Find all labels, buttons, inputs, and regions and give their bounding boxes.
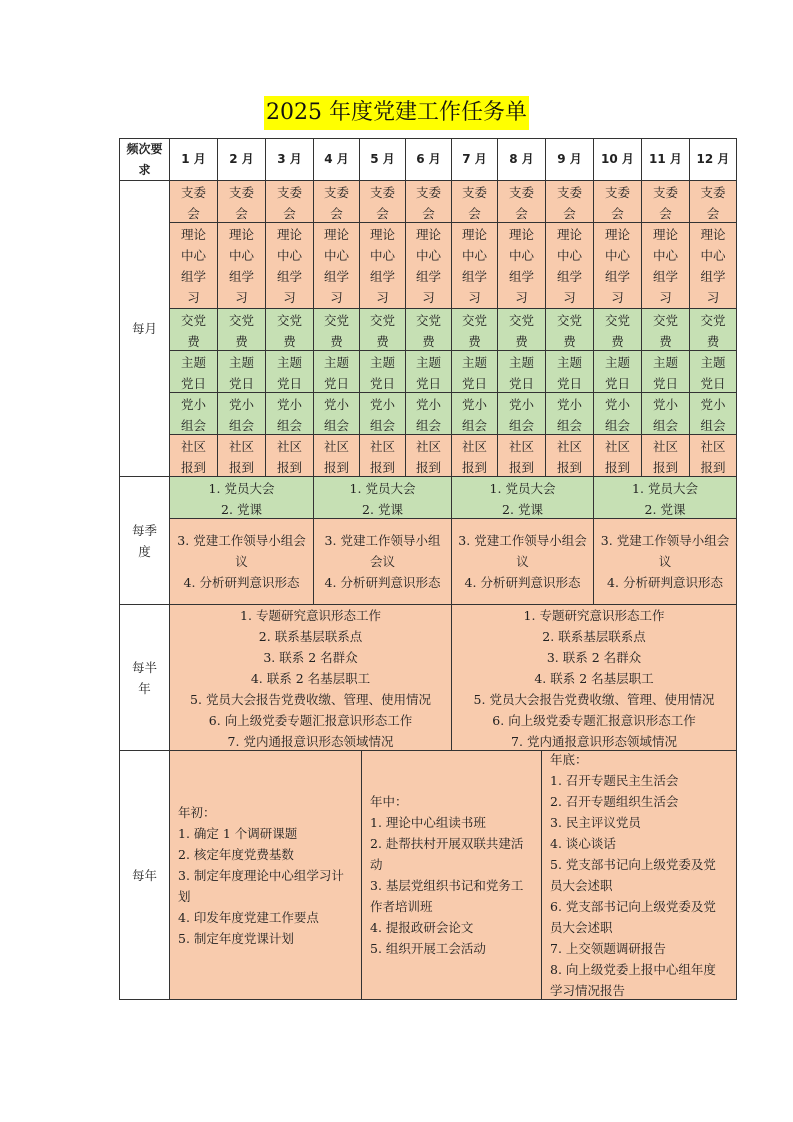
monthly-task-cell: 交党费 xyxy=(641,308,690,351)
quarterly-orange-cell xyxy=(593,518,737,605)
yearly-item: 8. 向上级党委上报中心组年度学习情况报告 xyxy=(550,962,716,998)
yearly-mid-cell xyxy=(361,750,542,1000)
half-year-label: 每半年 xyxy=(119,604,170,751)
monthly-task-cell: 社区报到 xyxy=(313,434,360,477)
monthly-task-cell: 交党费 xyxy=(545,308,594,351)
monthly-task-cell: 主题党日 xyxy=(359,350,406,393)
monthly-task-cell: 主题党日 xyxy=(451,350,498,393)
monthly-task-cell: 交党费 xyxy=(217,308,266,351)
half-year-item: 1. 专题研究意识形态工作 xyxy=(523,608,665,623)
half-year-item: 4. 联系 2 名基层职工 xyxy=(534,671,654,686)
quarterly-green-cell xyxy=(313,476,452,519)
monthly-task-cell: 党小组会 xyxy=(593,392,642,435)
monthly-task-cell: 社区报到 xyxy=(359,434,406,477)
yearly-heading: 年底： xyxy=(550,752,588,767)
yearly-item: 5. 组织开展工会活动 xyxy=(370,941,486,956)
half-year-item: 3. 联系 2 名群众 xyxy=(263,650,358,665)
monthly-task-cell: 主题党日 xyxy=(405,350,452,393)
monthly-task-cell: 交党费 xyxy=(405,308,452,351)
monthly-task-cell: 支委会 xyxy=(359,180,406,223)
month-header: 3 月 xyxy=(265,138,314,181)
yearly-item: 1. 召开专题民主生活会 xyxy=(550,773,679,788)
quarterly-item: 1. 党员大会 xyxy=(208,481,275,496)
monthly-task-cell: 党小组会 xyxy=(451,392,498,435)
monthly-task-cell: 支委会 xyxy=(169,180,218,223)
half-year-cell xyxy=(169,604,452,751)
yearly-item: 5. 党支部书记向上级党委及党员大会述职 xyxy=(550,857,716,893)
monthly-task-cell: 社区报到 xyxy=(217,434,266,477)
quarterly-label: 每季度 xyxy=(119,476,170,605)
monthly-task-cell: 社区报到 xyxy=(689,434,737,477)
quarterly-green-cell xyxy=(593,476,737,519)
monthly-task-cell: 交党费 xyxy=(451,308,498,351)
monthly-label: 每月 xyxy=(119,180,170,477)
half-year-item: 6. 向上级党委专题汇报意识形态工作 xyxy=(208,713,413,728)
yearly-heading: 年初： xyxy=(178,804,216,820)
yearly-item: 2. 赴帮扶村开展双联共建活动 xyxy=(370,836,524,872)
quarterly-item: 4. 分析研判意识形态 xyxy=(324,575,441,590)
monthly-task-cell: 交党费 xyxy=(689,308,737,351)
month-header: 1 月 xyxy=(169,138,218,181)
monthly-task-cell: 主题党日 xyxy=(217,350,266,393)
frequency-header: 频次要求 xyxy=(119,138,170,181)
monthly-task-cell: 支委会 xyxy=(313,180,360,223)
monthly-task-cell: 交党费 xyxy=(593,308,642,351)
yearly-item: 3. 制定年度理论中心组学习计划 xyxy=(178,867,344,904)
monthly-task-cell: 党小组会 xyxy=(689,392,737,435)
monthly-task-cell: 理论中心组学习 xyxy=(451,222,498,309)
month-header: 9 月 xyxy=(545,138,594,181)
monthly-task-cell: 社区报到 xyxy=(545,434,594,477)
quarterly-item: 3. 党建工作领导小组会议 xyxy=(177,533,306,569)
monthly-task-cell: 社区报到 xyxy=(497,434,546,477)
yearly-item: 1. 理论中心组读书班 xyxy=(370,815,486,830)
quarterly-item: 4. 分析研判意识形态 xyxy=(607,575,723,590)
monthly-task-cell: 主题党日 xyxy=(265,350,314,393)
monthly-task-cell: 理论中心组学习 xyxy=(405,222,452,309)
monthly-task-cell: 主题党日 xyxy=(313,350,360,393)
monthly-task-cell: 主题党日 xyxy=(593,350,642,393)
half-year-item: 3. 联系 2 名群众 xyxy=(546,650,642,665)
monthly-task-cell: 社区报到 xyxy=(265,434,314,477)
yearly-item: 7. 上交领题调研报告 xyxy=(550,941,666,956)
yearly-heading: 年中： xyxy=(370,794,408,809)
month-header: 12 月 xyxy=(689,138,737,181)
monthly-task-cell: 社区报到 xyxy=(593,434,642,477)
monthly-task-cell: 主题党日 xyxy=(689,350,737,393)
quarterly-item: 1. 党员大会 xyxy=(489,481,556,496)
monthly-task-cell: 党小组会 xyxy=(217,392,266,435)
quarterly-orange-cell xyxy=(313,518,452,605)
month-header: 10 月 xyxy=(593,138,642,181)
yearly-item: 1. 确定 1 个调研课题 xyxy=(178,825,298,841)
monthly-task-cell: 党小组会 xyxy=(169,392,218,435)
monthly-task-cell: 党小组会 xyxy=(313,392,360,435)
month-header: 11 月 xyxy=(641,138,690,181)
document-title: 2025 年度党建工作任务单 xyxy=(264,96,529,130)
yearly-item: 4. 提报政研会论文 xyxy=(370,920,474,935)
monthly-task-cell: 交党费 xyxy=(359,308,406,351)
monthly-task-cell: 支委会 xyxy=(641,180,690,223)
quarterly-item: 1. 党员大会 xyxy=(349,481,416,496)
monthly-task-cell: 理论中心组学习 xyxy=(593,222,642,309)
month-header: 2 月 xyxy=(217,138,266,181)
quarterly-orange-cell xyxy=(169,518,314,605)
quarterly-item: 3. 党建工作领导小组会议 xyxy=(600,533,730,569)
quarterly-item: 4. 分析研判意识形态 xyxy=(183,575,300,590)
monthly-task-cell: 理论中心组学习 xyxy=(545,222,594,309)
monthly-task-cell: 理论中心组学习 xyxy=(169,222,218,309)
half-year-item: 7. 党内通报意识形态领域情况 xyxy=(511,734,677,749)
monthly-task-cell: 理论中心组学习 xyxy=(313,222,360,309)
monthly-task-cell: 社区报到 xyxy=(451,434,498,477)
monthly-task-cell: 支委会 xyxy=(593,180,642,223)
monthly-task-cell: 党小组会 xyxy=(545,392,594,435)
month-header: 5 月 xyxy=(359,138,406,181)
monthly-task-cell: 党小组会 xyxy=(359,392,406,435)
monthly-task-cell: 理论中心组学习 xyxy=(497,222,546,309)
monthly-task-cell: 支委会 xyxy=(545,180,594,223)
monthly-task-cell: 支委会 xyxy=(497,180,546,223)
monthly-task-cell: 主题党日 xyxy=(497,350,546,393)
quarterly-item: 3. 党建工作领导小组会议 xyxy=(324,533,441,569)
monthly-task-cell: 党小组会 xyxy=(497,392,546,435)
quarterly-green-cell xyxy=(451,476,594,519)
half-year-item: 2. 联系基层联系点 xyxy=(542,629,646,644)
monthly-task-cell: 党小组会 xyxy=(641,392,690,435)
yearly-item: 4. 谈心谈话 xyxy=(550,836,616,851)
month-header: 8 月 xyxy=(497,138,546,181)
yearly-item: 3. 民主评议党员 xyxy=(550,815,641,830)
monthly-task-cell: 理论中心组学习 xyxy=(689,222,737,309)
yearly-label: 每年 xyxy=(119,750,170,1000)
quarterly-item: 2. 党课 xyxy=(502,502,543,517)
monthly-task-cell: 主题党日 xyxy=(641,350,690,393)
half-year-item: 5. 党员大会报告党费收缴、管理、使用情况 xyxy=(190,692,431,707)
half-year-item: 7. 党内通报意识形态领域情况 xyxy=(227,734,394,749)
monthly-task-cell: 交党费 xyxy=(169,308,218,351)
monthly-task-cell: 支委会 xyxy=(405,180,452,223)
month-header: 6 月 xyxy=(405,138,452,181)
monthly-task-cell: 支委会 xyxy=(689,180,737,223)
monthly-task-cell: 社区报到 xyxy=(405,434,452,477)
half-year-item: 5. 党员大会报告党费收缴、管理、使用情况 xyxy=(473,692,715,707)
quarterly-orange-cell xyxy=(451,518,594,605)
half-year-item: 4. 联系 2 名基层职工 xyxy=(250,671,371,686)
half-year-cell xyxy=(451,604,737,751)
yearly-item: 6. 党支部书记向上级党委及党员大会述职 xyxy=(550,899,716,935)
monthly-task-cell: 交党费 xyxy=(265,308,314,351)
yearly-item: 5. 制定年度党课计划 xyxy=(178,930,294,946)
month-header: 4 月 xyxy=(313,138,360,181)
task-table xyxy=(119,138,736,1000)
monthly-task-cell: 主题党日 xyxy=(169,350,218,393)
yearly-item: 4. 印发年度党建工作要点 xyxy=(178,909,319,925)
monthly-task-cell: 党小组会 xyxy=(405,392,452,435)
yearly-item: 2. 核定年度党费基数 xyxy=(178,846,294,862)
quarterly-item: 4. 分析研判意识形态 xyxy=(464,575,581,590)
yearly-start-cell xyxy=(169,750,362,1000)
monthly-task-cell: 社区报到 xyxy=(169,434,218,477)
monthly-task-cell: 社区报到 xyxy=(641,434,690,477)
monthly-task-cell: 党小组会 xyxy=(265,392,314,435)
quarterly-item: 3. 党建工作领导小组会议 xyxy=(458,533,587,569)
monthly-task-cell: 理论中心组学习 xyxy=(641,222,690,309)
yearly-end-cell xyxy=(541,750,737,1000)
quarterly-item: 2. 党课 xyxy=(362,502,403,517)
quarterly-item: 1. 党员大会 xyxy=(632,481,698,496)
monthly-task-cell: 支委会 xyxy=(451,180,498,223)
monthly-task-cell: 主题党日 xyxy=(545,350,594,393)
quarterly-item: 2. 党课 xyxy=(221,502,262,517)
half-year-item: 6. 向上级党委专题汇报意识形态工作 xyxy=(492,713,696,728)
quarterly-item: 2. 党课 xyxy=(644,502,686,517)
monthly-task-cell: 交党费 xyxy=(497,308,546,351)
half-year-item: 2. 联系基层联系点 xyxy=(258,629,363,644)
quarterly-green-cell xyxy=(169,476,314,519)
half-year-item: 1. 专题研究意识形态工作 xyxy=(240,608,381,623)
monthly-task-cell: 支委会 xyxy=(265,180,314,223)
monthly-task-cell: 交党费 xyxy=(313,308,360,351)
monthly-task-cell: 理论中心组学习 xyxy=(359,222,406,309)
monthly-task-cell: 支委会 xyxy=(217,180,266,223)
yearly-item: 3. 基层党组织书记和党务工作者培训班 xyxy=(370,878,524,914)
monthly-task-cell: 理论中心组学习 xyxy=(265,222,314,309)
month-header: 7 月 xyxy=(451,138,498,181)
monthly-task-cell: 理论中心组学习 xyxy=(217,222,266,309)
yearly-item: 2. 召开专题组织生活会 xyxy=(550,794,679,809)
